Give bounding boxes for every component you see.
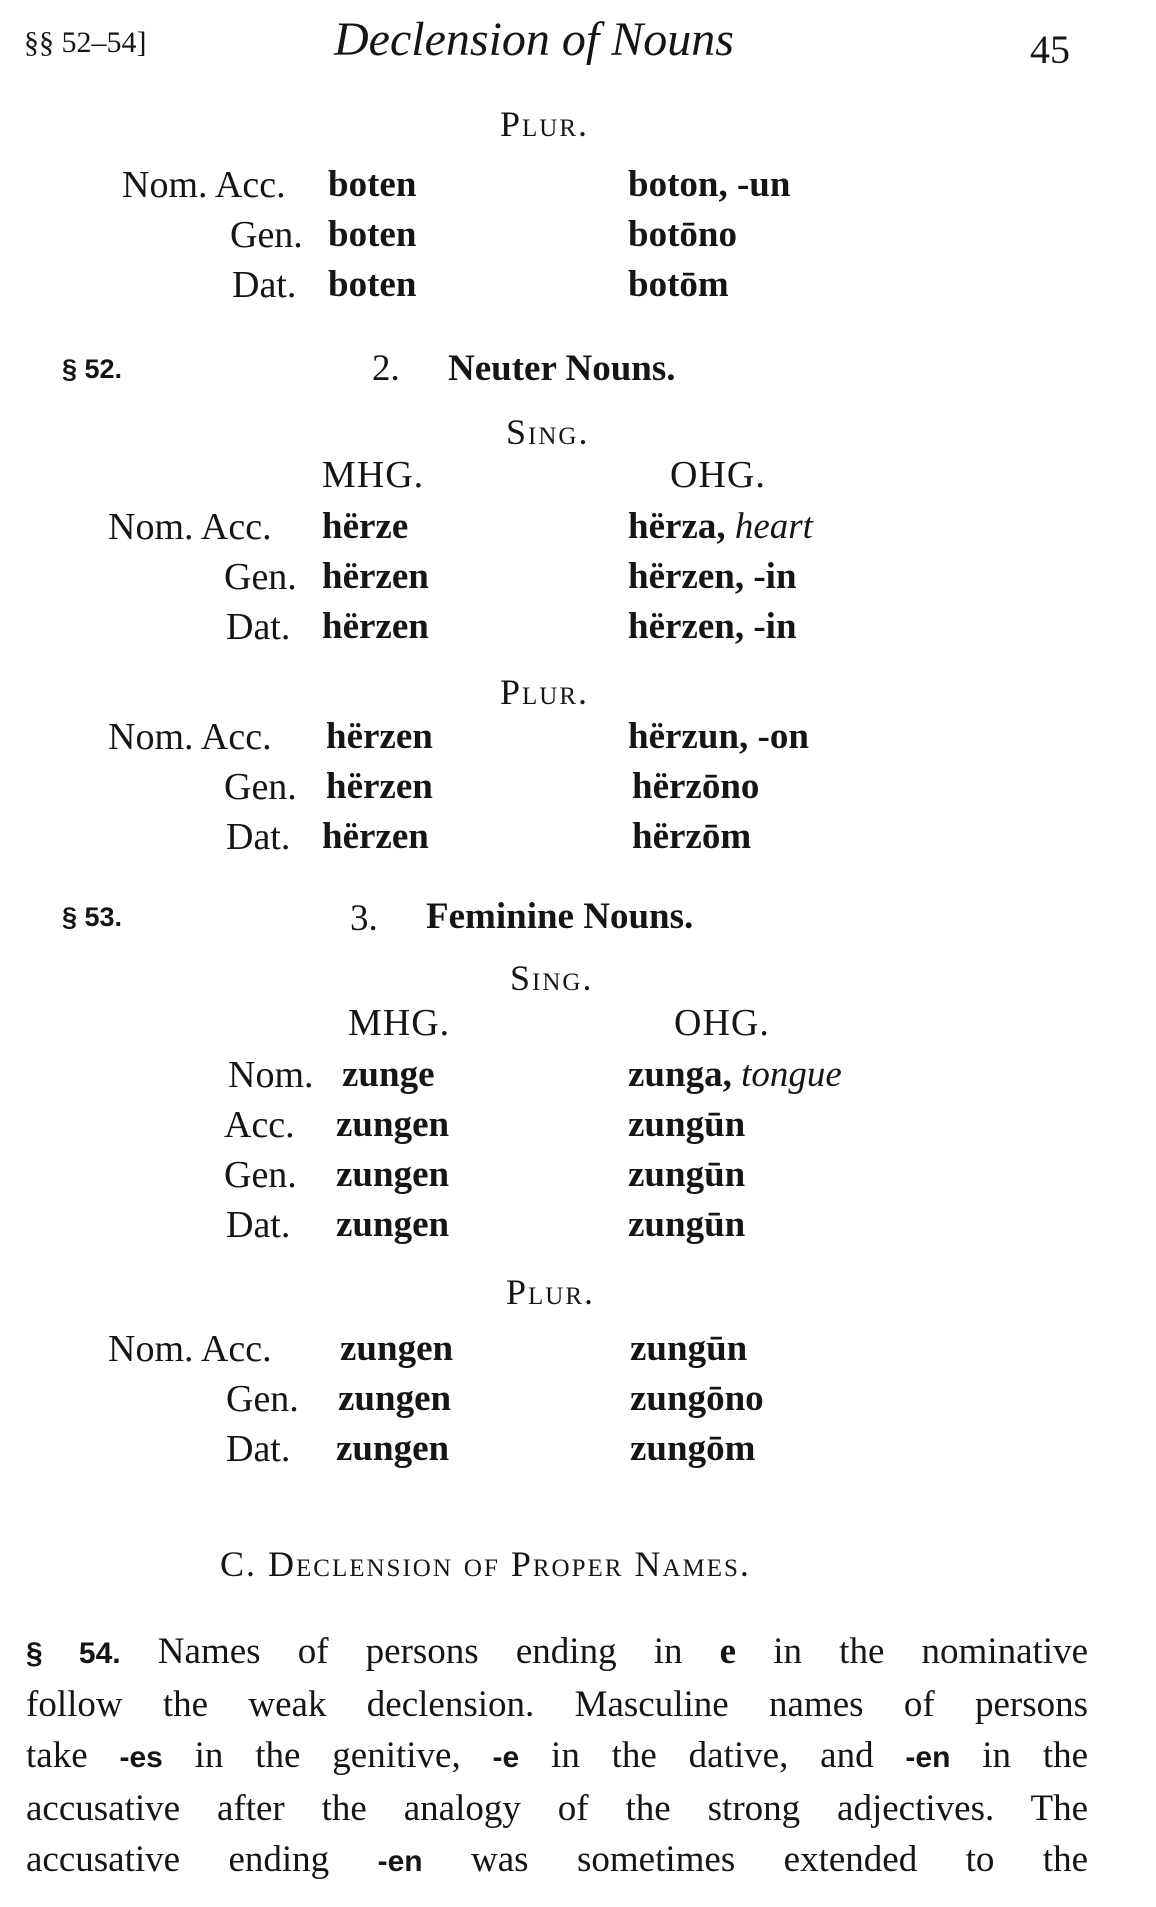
- ohg-form: botōm: [628, 264, 729, 305]
- ohg-form: botōno: [628, 214, 737, 255]
- case-label: Nom. Acc.: [108, 716, 272, 758]
- paragraph-line: accusative after the analogy of the strong adjectives. The: [26, 1788, 1088, 1829]
- ending-e: -e: [492, 1741, 520, 1774]
- ohg-form: hërzōno: [632, 766, 760, 807]
- ohg-form: zungūn: [628, 1204, 746, 1245]
- mhg-form: boten: [328, 214, 417, 255]
- mhg-form: boten: [328, 264, 417, 305]
- ohg-form: boton, -un: [628, 164, 791, 205]
- case-label: Gen.: [226, 1378, 299, 1420]
- page-number: 45: [1030, 27, 1070, 72]
- case-label: Nom. Acc.: [122, 164, 286, 206]
- case-label: Nom. Acc.: [108, 506, 272, 548]
- ohg-form: zungōno: [630, 1378, 764, 1419]
- mhg-column-header: MHG.: [348, 1002, 451, 1044]
- ohg-form: zungūn: [628, 1104, 746, 1145]
- ohg-form: zungōm: [630, 1428, 756, 1469]
- mhg-form: boten: [328, 164, 417, 205]
- ohg-form: zungūn: [630, 1328, 748, 1369]
- case-label: Dat.: [232, 264, 297, 306]
- neuter-heading: Neuter Nouns.: [448, 348, 676, 389]
- gloss: tongue: [741, 1054, 842, 1095]
- section-number-54: § 54.: [26, 1637, 121, 1670]
- neuter-heading-number: 2.: [372, 348, 400, 389]
- mhg-form: hërzen: [322, 816, 429, 857]
- case-label: Dat.: [226, 606, 291, 648]
- mhg-form: zungen: [336, 1154, 450, 1195]
- case-label: Gen.: [230, 214, 303, 256]
- header-title: Declension of Nouns: [334, 13, 734, 66]
- mhg-form: zungen: [336, 1204, 450, 1245]
- paragraph-line: follow the weak declension. Masculine names of persons: [26, 1684, 1088, 1725]
- ohg-form: hërza, heart: [628, 506, 813, 547]
- ending-e: e: [719, 1631, 737, 1672]
- plur-label: Plur.: [506, 1272, 596, 1312]
- ohg-column-header: OHG.: [674, 1002, 770, 1044]
- ohg-form: hërzen, -in: [628, 556, 797, 597]
- case-label: Gen.: [224, 766, 297, 808]
- case-label: Nom.: [228, 1054, 314, 1096]
- case-label: Dat.: [226, 816, 291, 858]
- mhg-form: zunge: [342, 1054, 435, 1095]
- ending-en: -en: [377, 1845, 423, 1878]
- mhg-form: hërzen: [326, 766, 433, 807]
- plur-label: Plur.: [500, 672, 590, 712]
- proper-names-heading: C. Declension of Proper Names.: [220, 1544, 751, 1584]
- paragraph-line: § 54. Names of persons ending in e in the nominative: [26, 1631, 1088, 1672]
- mhg-form: hërzen: [326, 716, 433, 757]
- case-label: Gen.: [224, 556, 297, 598]
- mhg-form: hërzen: [322, 606, 429, 647]
- mhg-column-header: MHG.: [322, 454, 425, 496]
- sing-label: Sing.: [510, 958, 594, 998]
- section-number-53: § 53.: [62, 902, 123, 932]
- case-label: Dat.: [226, 1204, 291, 1246]
- section-54-paragraph: [26, 1626, 1088, 1887]
- paragraph-line: accusative ending -en was sometimes extended to the: [26, 1839, 1088, 1880]
- section-number-52: § 52.: [62, 354, 123, 384]
- mhg-form: zungen: [340, 1328, 454, 1369]
- mhg-form: zungen: [336, 1104, 450, 1145]
- header-section-range: §§ 52–54]: [24, 26, 147, 59]
- ohg-form: zungūn: [628, 1154, 746, 1195]
- paragraph-line: take -es in the genitive, -e in the dative, and -en in the: [26, 1735, 1088, 1776]
- case-label: Acc.: [224, 1104, 295, 1146]
- ending-es: -es: [119, 1741, 163, 1774]
- feminine-heading: Feminine Nouns.: [426, 896, 694, 937]
- ohg-column-header: OHG.: [670, 454, 766, 496]
- gloss: heart: [734, 506, 813, 547]
- ohg-form: hërzōm: [632, 816, 752, 857]
- ohg-form: hërzen, -in: [628, 606, 797, 647]
- ohg-form: zunga, tongue: [628, 1054, 842, 1095]
- mhg-form: zungen: [336, 1428, 450, 1469]
- feminine-heading-number: 3.: [350, 898, 378, 939]
- case-label: Nom. Acc.: [108, 1328, 272, 1370]
- sing-label: Sing.: [506, 412, 590, 452]
- ending-en: -en: [905, 1741, 951, 1774]
- case-label: Dat.: [226, 1428, 291, 1470]
- mhg-form: zungen: [338, 1378, 452, 1419]
- plur-label: Plur.: [500, 104, 590, 144]
- mhg-form: hërzen: [322, 556, 429, 597]
- case-label: Gen.: [224, 1154, 297, 1196]
- ohg-form: hërzun, -on: [628, 716, 809, 757]
- mhg-form: hërze: [322, 506, 409, 547]
